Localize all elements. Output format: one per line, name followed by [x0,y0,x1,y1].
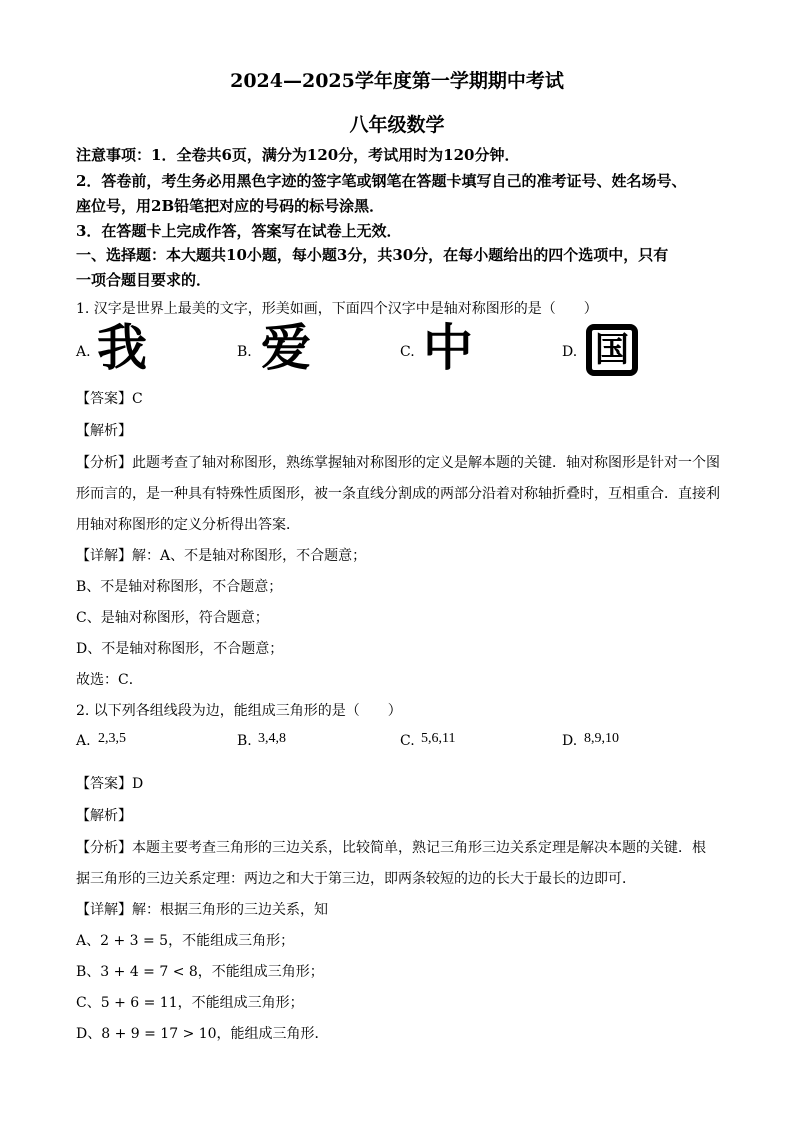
q2-analysis-line: 据三角形的三边关系定理：两边之和大于第三边，即两条较短的边的长大于最长的边即可． [76,871,636,887]
q1-analysis-line: B、不是轴对称图形，不合题意； [76,579,283,595]
note-3: 座位号，用2B铅笔把对应的号码的标号涂黑． [76,197,385,215]
q1-analysis-title: 【解析】 [76,423,132,439]
q1-analysis-line: 故选：C． [76,672,143,688]
section-heading-line-2: 一项合题目要求的． [76,271,212,289]
q2-analysis-line: C、5 + 6 = 11，不能组成三角形； [76,995,304,1011]
q2-option-c-value: 5,6,11 [421,731,456,746]
q1-option-b-glyph: 爱 [261,319,311,377]
q2-analysis-line: B、3 + 4 = 7 < 8，不能组成三角形； [76,964,324,980]
note-1: 注意事项：1．全卷共6页，满分为120分，考试用时为120分钟． [76,146,520,164]
q1-analysis-line: C、是轴对称图形，符合题意； [76,610,269,626]
exam-title: 2024—2025学年度第一学期期中考试 [230,70,564,92]
q2-option-a-value: 2,3,5 [98,731,126,746]
q2-option-d-label: D. [562,733,578,749]
q2-option-c-label: C. [400,733,415,749]
question-1-stem: 1. 汉字是世界上最美的文字，形美如画，下面四个汉字中是轴对称图形的是（ ） [76,301,598,317]
q1-answer: 【答案】C [76,391,143,407]
note-4: 3．在答题卡上完成作答，答案写在试卷上无效． [76,222,402,240]
q1-option-d-label: D. [562,344,578,360]
q1-analysis-line: D、不是轴对称图形，不合题意； [76,641,284,657]
section-heading-line-1: 一、选择题：本大题共10小题，每小题3分，共30分，在每小题给出的四个选项中，只有 [76,246,669,264]
q2-analysis-title: 【解析】 [76,808,132,824]
q1-option-a-label: A. [76,344,91,360]
q1-option-c-label: C. [400,344,415,360]
q2-analysis-line: 【详解】解：根据三角形的三边关系，知 [76,902,328,918]
q2-answer: 【答案】D [76,776,144,792]
q1-analysis-line: 用轴对称图形的定义分析得出答案． [76,517,300,533]
q1-option-a-glyph: 我 [97,319,147,377]
q1-analysis-line: 【分析】此题考查了轴对称图形，熟练掌握轴对称图形的定义是解本题的关键．轴对称图形是针对一个图 [76,455,720,471]
q1-option-c-glyph: 中 [423,319,473,377]
q2-option-b-label: B. [237,733,252,749]
q1-analysis-line: 【详解】解：A、不是轴对称图形，不合题意； [76,548,367,564]
q2-analysis-line: 【分析】本题主要考查三角形的三边关系，比较简单，熟记三角形三边关系定理是解决本题的关键．根 [76,840,706,856]
q1-analysis-line: 形而言的，是一种具有特殊性质图形，被一条直线分割成的两部分沿着对称轴折叠时，互相重合．直接利 [76,486,720,502]
q2-option-b-value: 3,4,8 [258,731,286,746]
q2-analysis-line: D、8 + 9 = 17 > 10，能组成三角形． [76,1026,329,1042]
q2-option-d-value: 8,9,10 [584,731,619,746]
q1-option-d-glyph: 国 [586,324,638,376]
q2-analysis-line: A、2 + 3 = 5，不能组成三角形； [76,933,295,949]
q2-option-a-label: A. [76,733,91,749]
question-2-stem: 2. 以下列各组线段为边，能组成三角形的是（ ） [76,703,402,719]
q1-option-b-label: B. [237,344,252,360]
exam-subtitle: 八年级数学 [349,114,445,136]
note-2: 2．答卷前，考生务必用黑色字迹的签字笔或钢笔在答题卡填写自己的准考证号、姓名场号、 [76,172,687,190]
